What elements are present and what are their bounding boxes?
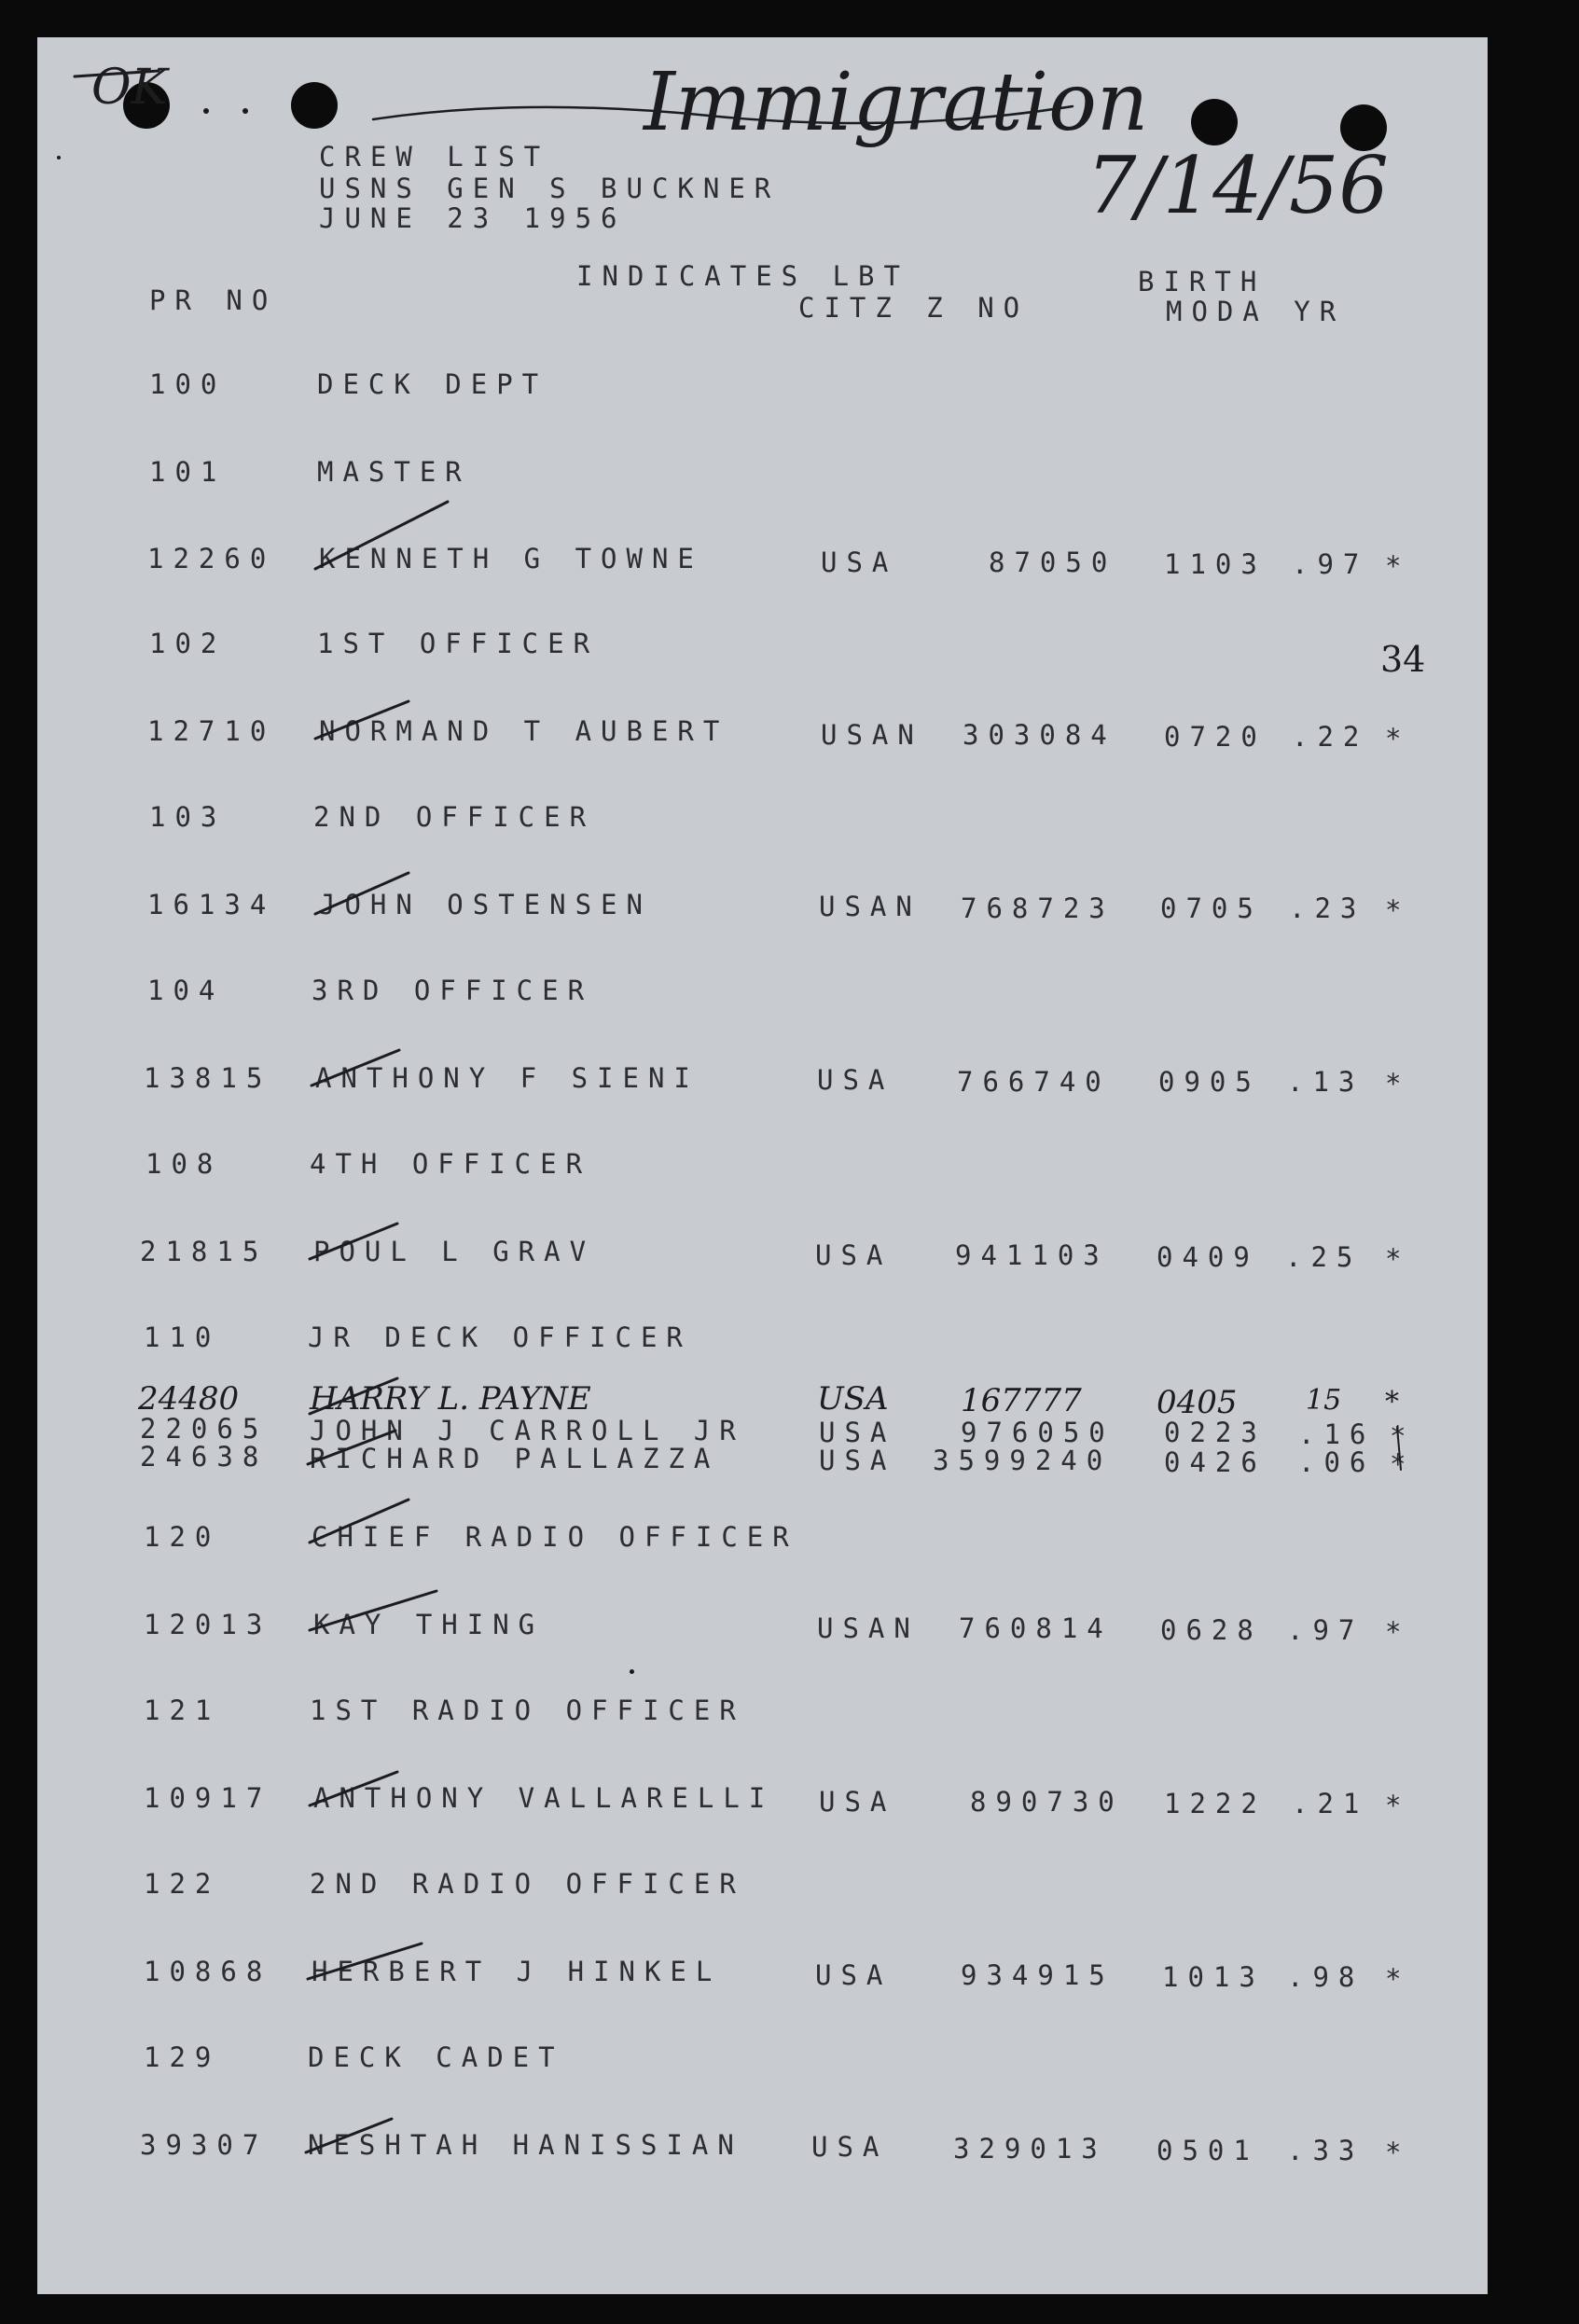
- crew-name: ANTHONY VALLARELLI: [313, 1782, 775, 1814]
- ink-dot: [242, 108, 248, 114]
- crew-birth-year: .16: [1298, 1418, 1376, 1450]
- crew-pr-number: 13815: [144, 1062, 272, 1094]
- punch-hole: [1191, 99, 1238, 145]
- crew-birth-moda: 0405: [1157, 1384, 1238, 1421]
- section-code: 120: [144, 1521, 221, 1553]
- section-code: 102: [149, 628, 227, 659]
- crew-z-number: 768723: [961, 892, 1115, 924]
- handwritten-corner-mark: OK: [91, 60, 168, 116]
- column-header-pr-no: PR NO: [149, 284, 278, 316]
- crew-mark: *: [1385, 1386, 1399, 1418]
- crew-mark: *: [1385, 1616, 1411, 1648]
- crew-birth-moda: 0409: [1157, 1241, 1259, 1273]
- crew-birth-year: .06: [1298, 1446, 1376, 1478]
- crew-mark: *: [1385, 1963, 1411, 1995]
- crew-z-number: 934915: [961, 1959, 1115, 1991]
- crew-pr-number: 16134: [147, 889, 276, 920]
- crew-pr-number: 12710: [147, 715, 276, 747]
- crew-birth-moda: 0223: [1164, 1417, 1267, 1448]
- column-header-citz-zno: CITZ Z NO: [798, 292, 1030, 324]
- header-crew-list: CREW LIST: [319, 141, 550, 173]
- crew-mark: *: [1385, 550, 1411, 582]
- section-title: CHIEF RADIO OFFICER: [312, 1521, 798, 1553]
- crew-mark: *: [1390, 1420, 1416, 1452]
- handwritten-page-number: 34: [1380, 639, 1426, 680]
- crew-birth-year: .33: [1287, 2135, 1364, 2166]
- section-title: 2ND RADIO OFFICER: [310, 1868, 745, 1900]
- crew-pr-number: 24638: [140, 1441, 269, 1473]
- crew-citizenship: USAN: [819, 891, 921, 922]
- crew-birth-year: .21: [1292, 1788, 1369, 1819]
- section-code: 101: [149, 456, 227, 488]
- crew-name: KENNETH G TOWNE: [319, 543, 703, 574]
- crew-citizenship: USA: [819, 1786, 896, 1818]
- crew-mark: *: [1385, 1068, 1411, 1100]
- crew-citizenship: USA: [819, 1417, 896, 1448]
- section-title: 2ND OFFICER: [313, 801, 596, 833]
- crew-birth-year: .13: [1287, 1066, 1364, 1098]
- crew-z-number: 329013: [953, 2133, 1107, 2165]
- section-code: 110: [144, 1321, 221, 1353]
- crew-z-number: 766740: [957, 1066, 1111, 1098]
- crew-birth-moda: 0501: [1157, 2135, 1259, 2166]
- crew-citizenship: USA: [815, 1959, 893, 1991]
- section-code: 108: [145, 1148, 223, 1180]
- section-title: JR DECK OFFICER: [308, 1321, 692, 1353]
- crew-name: JOHN J CARROLL JR: [310, 1415, 745, 1446]
- crew-pr-number: 22065: [140, 1413, 269, 1445]
- crew-mark: *: [1385, 894, 1411, 926]
- crew-birth-moda: 0705: [1160, 892, 1263, 924]
- crew-pr-number: 12013: [144, 1609, 272, 1640]
- crew-mark: *: [1385, 1790, 1411, 1821]
- crew-name: POUL L GRAV: [313, 1236, 596, 1267]
- header-date: JUNE 23 1956: [319, 202, 627, 234]
- crew-z-number: 3599240: [933, 1445, 1113, 1476]
- ink-dot: [203, 108, 209, 114]
- crew-birth-moda: 0426: [1164, 1446, 1267, 1478]
- crew-birth-year: .25: [1285, 1241, 1363, 1273]
- section-title: DECK DEPT: [317, 368, 548, 400]
- crew-pr-number: 39307: [140, 2129, 269, 2161]
- crew-citizenship: USA: [821, 546, 898, 578]
- column-header-birth: BIRTH: [1138, 266, 1267, 297]
- crew-birth-year: .98: [1287, 1961, 1364, 1993]
- crew-citizenship: USAN: [817, 1612, 920, 1644]
- handwritten-title: Immigration: [644, 56, 1149, 149]
- crew-z-number: 303084: [963, 719, 1116, 751]
- crew-name: HERBERT J HINKEL: [312, 1956, 722, 1987]
- crew-mark: *: [1385, 723, 1411, 754]
- section-title: 1ST RADIO OFFICER: [310, 1695, 745, 1726]
- crew-name: ANTHONY F SIENI: [315, 1062, 699, 1094]
- column-header-indicates: INDICATES LBT: [576, 260, 909, 292]
- crew-name: JOHN OSTENSEN: [319, 889, 652, 920]
- ink-dot: [57, 156, 61, 159]
- section-title: 4TH OFFICER: [310, 1148, 592, 1180]
- section-title: 3RD OFFICER: [312, 975, 594, 1006]
- section-code: 103: [149, 801, 227, 833]
- crew-birth-year: .23: [1289, 892, 1366, 924]
- section-code: 122: [144, 1868, 221, 1900]
- crew-birth-year: .97: [1292, 548, 1369, 580]
- crew-name: NESHTAH HANISSIAN: [308, 2129, 743, 2161]
- crew-z-number: 890730: [970, 1786, 1124, 1818]
- crew-birth-year: 15: [1306, 1384, 1342, 1417]
- crew-birth-moda: 0628: [1160, 1614, 1263, 1646]
- crew-mark: *: [1390, 1448, 1416, 1480]
- crew-pr-number: 12260: [147, 543, 276, 574]
- crew-birth-moda: 1013: [1162, 1961, 1265, 1993]
- header-ship-name: USNS GEN S BUCKNER: [319, 173, 781, 204]
- crew-pr-number: 21815: [140, 1236, 269, 1267]
- crew-mark: *: [1385, 1243, 1411, 1275]
- section-code: 121: [144, 1695, 221, 1726]
- section-title: MASTER: [317, 456, 471, 488]
- crew-birth-moda: 0905: [1158, 1066, 1261, 1098]
- crew-z-number: 167777: [961, 1382, 1082, 1419]
- crew-birth-year: .22: [1292, 721, 1369, 753]
- crew-z-number: 976050: [961, 1417, 1115, 1448]
- crew-citizenship: USA: [819, 1445, 896, 1476]
- crew-name: HARRY L. PAYNE: [310, 1380, 591, 1418]
- section-title: 1ST OFFICER: [317, 628, 600, 659]
- column-header-moda-yr: MODA YR: [1166, 296, 1346, 327]
- crew-z-number: 760814: [959, 1612, 1113, 1644]
- crew-name: KAY THING: [313, 1609, 545, 1640]
- crew-z-number: 87050: [989, 546, 1117, 578]
- document-page: [37, 37, 1488, 2294]
- crew-birth-moda: 0720: [1164, 721, 1267, 753]
- crew-name: RICHARD PALLAZZA: [310, 1443, 720, 1474]
- crew-pr-number: 24480: [138, 1380, 240, 1418]
- section-code: 100: [149, 368, 227, 400]
- section-title: DECK CADET: [308, 2041, 564, 2073]
- crew-pr-number: 10917: [144, 1782, 272, 1814]
- crew-z-number: 941103: [955, 1239, 1109, 1271]
- ink-dot: [630, 1669, 634, 1674]
- section-code: 129: [144, 2041, 221, 2073]
- crew-name: NORMAND T AUBERT: [319, 715, 729, 747]
- crew-citizenship: USAN: [821, 719, 923, 751]
- crew-citizenship: USA: [817, 1064, 894, 1096]
- crew-pr-number: 10868: [144, 1956, 272, 1987]
- crew-birth-moda: 1222: [1164, 1788, 1267, 1819]
- crew-citizenship: USA: [817, 1380, 889, 1418]
- crew-citizenship: USA: [811, 2131, 889, 2163]
- handwritten-date: 7/14/56: [1087, 140, 1389, 231]
- punch-hole: [291, 82, 338, 129]
- crew-mark: *: [1385, 2137, 1411, 2168]
- section-code: 104: [147, 975, 225, 1006]
- crew-birth-year: .97: [1287, 1614, 1364, 1646]
- crew-citizenship: USA: [815, 1239, 893, 1271]
- crew-birth-moda: 1103: [1164, 548, 1267, 580]
